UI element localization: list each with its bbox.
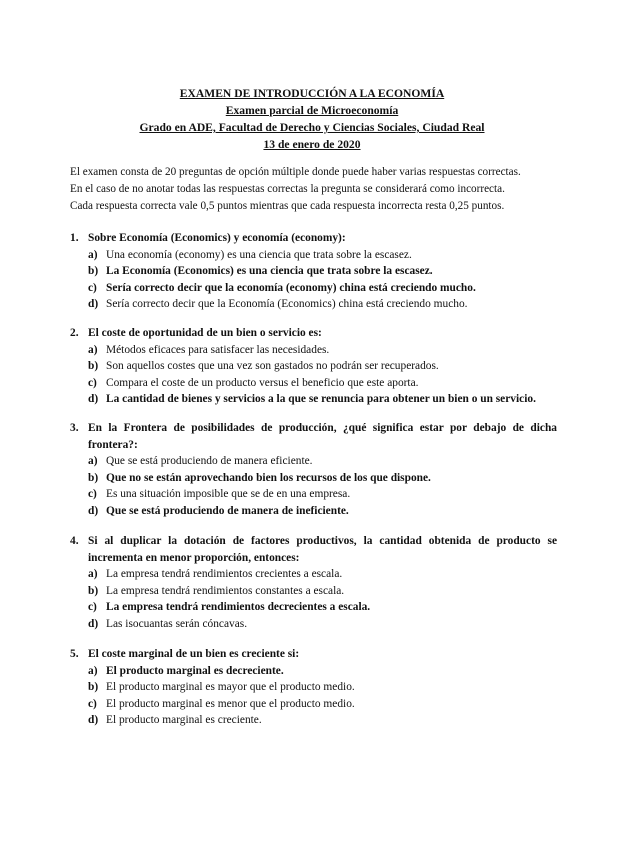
question-3 [70,420,557,520]
question-4 [70,533,557,633]
exam-date: 13 de enero de 2020 [263,138,361,151]
option-text: El producto marginal es mayor que el producto medio. [106,681,355,694]
option-text: El producto marginal es menor que el producto medio. [106,697,355,710]
option-letter: d) [88,714,99,727]
option-letter: d) [88,298,99,311]
option-letter: b) [88,584,99,597]
option-letter: d) [88,393,99,406]
answer-option [70,696,557,713]
option-text: La empresa tendrá rendimientos constantes a escala. [106,584,345,597]
option-letter: a) [88,343,98,356]
question-text [70,646,557,663]
option-text: Que no se están aprovechando bien los recursos de los que dispone. [106,471,431,484]
answer-option-correct [70,503,557,520]
option-letter: a) [88,248,98,261]
answer-option [70,453,557,470]
question-number: 3. [70,422,79,434]
option-text: Que se está produciendo de manera de ineficiente. [106,504,349,517]
option-text: Sería correcto decir que la economía (economy) china está creciendo mucho. [106,281,476,294]
option-letter: c) [88,601,97,614]
exam-instructions [70,164,555,215]
answer-option [70,358,557,375]
option-text: La empresa tendrá rendimientos crecientes a escala. [106,568,343,581]
exam-degree: Grado en ADE, Facultad de Derecho y Ciencias Sociales, Ciudad Real [139,121,485,134]
answer-option-correct [70,599,557,616]
option-letter: d) [88,504,99,517]
question-number: 1. [70,232,79,244]
answer-option [70,712,557,729]
instruction-line: En el caso de no anotar todas las respuestas correctas la pregunta se considerará como incorrecta. [70,183,505,195]
question-statement: Sobre Economía (Economics) y economía (economy): [88,232,346,244]
answer-option-correct [70,280,557,297]
answer-option [70,296,557,313]
option-letter: c) [88,697,97,710]
question-number: 2. [70,327,79,339]
exam-header [0,85,624,153]
option-text: Compara el coste de un producto versus el beneficio que este aporta. [106,376,419,389]
question-1 [70,230,557,313]
answer-option [70,247,557,264]
question-number: 4. [70,535,79,547]
question-statement: En la Frontera de posibilidades de producción, ¿qué significa estar por debajo de dicha frontera?: [88,422,557,451]
question-5 [70,646,557,729]
answer-option-correct [70,470,557,487]
question-text [70,533,557,566]
option-letter: b) [88,471,99,484]
option-text: El producto marginal es creciente. [106,714,262,727]
exam-subtitle: Examen parcial de Microeconomía [225,104,399,117]
option-letter: c) [88,281,97,294]
answer-option [70,375,557,392]
option-letter: a) [88,455,98,468]
answer-option [70,566,557,583]
answer-option [70,583,557,600]
question-text [70,420,557,453]
answer-option-correct [70,663,557,680]
answer-option [70,342,557,359]
option-text: Una economía (economy) es una ciencia que trata sobre la escasez. [106,248,412,261]
option-text: El producto marginal es decreciente. [106,664,284,677]
option-text: Las isocuantas serán cóncavas. [106,617,248,630]
option-text: Es una situación imposible que se de en una empresa. [106,488,351,501]
option-text: Métodos eficaces para satisfacer las necesidades. [106,343,330,356]
option-letter: a) [88,664,98,677]
option-text: Que se está produciendo de manera eficiente. [106,455,313,468]
question-2 [70,325,557,408]
answer-option [70,486,557,503]
option-letter: b) [88,265,99,278]
answer-option-correct [70,391,557,408]
option-letter: b) [88,360,99,373]
question-number: 5. [70,648,79,660]
answer-option [70,679,557,696]
option-letter: c) [88,376,97,389]
question-text [70,230,557,247]
question-statement: Si al duplicar la dotación de factores productivos, la cantidad obtenida de producto se incrementa en menor proporción, entonces: [88,535,557,564]
option-text: Sería correcto decir que la Economía (Economics) china está creciendo mucho. [106,298,468,311]
question-statement: El coste marginal de un bien es creciente si: [88,648,300,660]
question-text [70,325,557,342]
option-text: La Economía (Economics) es una ciencia que trata sobre la escasez. [106,265,433,278]
option-letter: b) [88,681,99,694]
option-letter: c) [88,488,97,501]
option-letter: d) [88,617,99,630]
option-text: La cantidad de bienes y servicios a la que se renuncia para obtener un bien o un servicio. [106,393,536,406]
question-statement: El coste de oportunidad de un bien o servicio es: [88,327,322,339]
answer-option-correct [70,263,557,280]
answer-option [70,616,557,633]
option-letter: a) [88,568,98,581]
option-text: La empresa tendrá rendimientos decrecientes a escala. [106,601,371,614]
option-text: Son aquellos costes que una vez son gastados no podrán ser recuperados. [106,360,439,373]
instruction-line: Cada respuesta correcta vale 0,5 puntos mientras que cada respuesta incorrecta resta 0,25 puntos. [70,200,505,212]
exam-title: EXAMEN DE INTRODUCCIÓN A LA ECONOMÍA [179,87,445,100]
instruction-line: El examen consta de 20 preguntas de opción múltiple donde puede haber varias respuestas correctas. [70,166,521,178]
